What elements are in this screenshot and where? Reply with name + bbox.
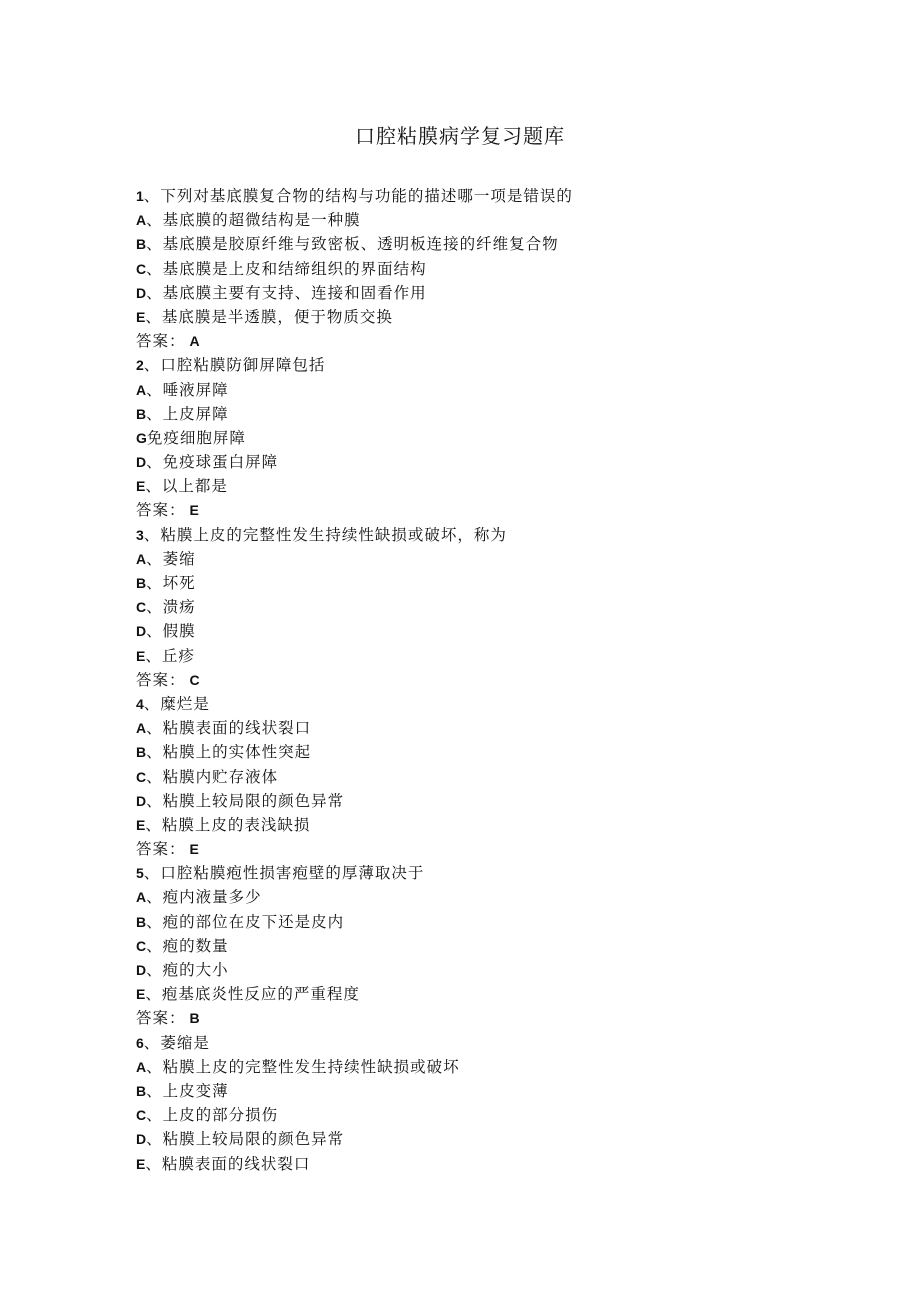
option-text: 免疫球蛋白屏障 (162, 453, 279, 472)
option-separator: 、 (146, 1130, 163, 1149)
option-label: E (136, 1155, 146, 1172)
answer-option (136, 1103, 816, 1127)
question-text: 粘膜上皮的完整性发生持续性缺损或破坏，称为 (160, 525, 507, 544)
option-label: A (136, 550, 147, 567)
option-separator: 、 (145, 307, 162, 326)
option-label: C (136, 599, 147, 616)
option-label: C (136, 937, 147, 954)
option-separator: 、 (146, 404, 163, 423)
answer-option (136, 765, 816, 789)
answer-option (136, 450, 816, 474)
option-separator: 、 (146, 598, 163, 617)
option-label: D (136, 792, 147, 809)
document-title: 口腔粘膜病学复习题库 (355, 124, 565, 148)
option-text: 唾液屏障 (162, 380, 229, 399)
option-text: 粘膜上的实体性突起 (162, 743, 312, 762)
answer-value: B (189, 1010, 201, 1027)
answer-option (136, 281, 816, 305)
option-text: 上皮变薄 (162, 1081, 229, 1100)
option-label: E (136, 478, 146, 495)
answer-option (136, 982, 816, 1006)
option-text: 基底膜主要有支持、连接和固看作用 (162, 283, 427, 302)
option-label: C (136, 1107, 147, 1124)
option-label: E (136, 816, 146, 833)
question-number: 2 (136, 357, 144, 374)
option-text: 基底膜是半透膜，便于物质交换 (161, 307, 393, 326)
option-label: D (136, 454, 147, 471)
option-text: 粘膜上较局限的颜色异常 (162, 791, 345, 810)
option-label: A (136, 212, 147, 229)
question-stem (136, 184, 816, 208)
option-label: A (136, 889, 147, 906)
answer-option (136, 208, 816, 232)
answer-label: 答案： (136, 1009, 186, 1028)
option-text: 粘膜表面的线状裂口 (162, 719, 312, 738)
option-text: 溃疡 (162, 598, 196, 617)
answer-option (136, 305, 816, 329)
option-separator: 、 (146, 1081, 163, 1100)
option-text: 假膜 (162, 622, 196, 641)
answer-value: C (189, 671, 201, 688)
answer-line (136, 329, 816, 353)
answer-option (136, 934, 816, 958)
option-text: 上皮屏障 (162, 404, 229, 423)
option-separator: 、 (146, 574, 163, 592)
question-stem (136, 523, 816, 547)
option-separator: 、 (146, 767, 163, 786)
question-separator: 、 (143, 356, 161, 375)
question-stem (136, 353, 816, 377)
question-separator: 、 (143, 187, 161, 205)
option-text: 坏死 (162, 574, 196, 592)
option-label: E (136, 986, 146, 1003)
answer-value: A (189, 333, 201, 350)
option-text: 粘膜上皮的完整性发生持续性缺损或破坏 (162, 1057, 460, 1076)
answer-option (136, 619, 816, 643)
answer-option (136, 1055, 816, 1079)
option-separator: 、 (146, 453, 163, 472)
answer-value: E (189, 502, 200, 519)
option-separator: 、 (146, 888, 163, 907)
question-text: 口腔粘膜疱性损害疱壁的厚薄取决于 (160, 864, 425, 883)
answer-option (136, 813, 816, 837)
answer-option (136, 885, 816, 909)
option-text: 粘膜表面的线状裂口 (161, 1154, 311, 1173)
option-separator: 、 (145, 646, 162, 665)
option-separator: 、 (146, 622, 163, 641)
answer-option (136, 426, 816, 450)
question-stem (136, 1031, 816, 1055)
option-separator: 、 (146, 719, 163, 738)
answer-label: 答案： (136, 501, 186, 520)
question-separator: 、 (143, 525, 161, 544)
question-block (136, 1031, 816, 1176)
option-label: D (136, 1131, 147, 1148)
option-text: 基底膜的超微结构是一种膜 (162, 211, 361, 230)
question-block (136, 861, 816, 1030)
option-separator: 、 (146, 380, 163, 399)
option-text: 基底膜是上皮和结缔组织的界面结构 (162, 259, 427, 278)
option-label: C (136, 260, 147, 277)
answer-option (136, 474, 816, 498)
answer-option (136, 740, 816, 764)
answer-option (136, 571, 816, 595)
option-separator: 、 (146, 549, 163, 568)
answer-line (136, 498, 816, 522)
option-label: A (136, 381, 147, 398)
question-stem (136, 692, 816, 716)
answer-label: 答案： (136, 840, 186, 859)
option-text: 粘膜上皮的表浅缺损 (161, 815, 311, 834)
option-label: B (136, 744, 147, 761)
option-text: 免疫细胞屏障 (146, 428, 246, 447)
option-separator: 、 (146, 1057, 163, 1076)
answer-line (136, 668, 816, 692)
option-separator: 、 (146, 743, 163, 762)
option-label: B (136, 1082, 147, 1099)
answer-line (136, 837, 816, 861)
question-list (136, 184, 816, 1176)
answer-option (136, 232, 816, 256)
question-block (136, 353, 816, 522)
question-number: 3 (136, 526, 144, 543)
option-separator: 、 (146, 791, 163, 810)
answer-option (136, 1127, 816, 1151)
answer-line (136, 1006, 816, 1030)
answer-option (136, 789, 816, 813)
option-text: 基底膜是胶原纤维与致密板、透明板连接的纤维复合物 (162, 235, 559, 254)
option-separator: 、 (146, 936, 163, 955)
question-separator: 、 (143, 694, 161, 713)
answer-label: 答案： (136, 332, 186, 351)
option-text: 以上都是 (161, 477, 228, 496)
answer-option (136, 644, 816, 668)
answer-option (136, 910, 816, 934)
question-text: 萎缩是 (160, 1033, 210, 1052)
option-text: 疱的大小 (162, 961, 229, 979)
option-label: C (136, 768, 147, 785)
question-number: 6 (136, 1034, 144, 1051)
answer-option (136, 402, 816, 426)
option-separator: 、 (145, 1154, 162, 1173)
option-text: 疱的数量 (162, 936, 229, 955)
question-block (136, 692, 816, 861)
option-label: B (136, 913, 147, 930)
option-label: E (136, 308, 146, 325)
option-label: A (136, 720, 147, 737)
answer-option (136, 958, 816, 982)
answer-option (136, 1152, 816, 1176)
question-stem (136, 861, 816, 885)
option-label: G (136, 429, 147, 446)
question-text: 下列对基底膜复合物的结构与功能的描述哪一项是错误的 (160, 187, 573, 205)
option-label: D (136, 284, 147, 301)
question-block (136, 184, 816, 353)
option-text: 粘膜内贮存液体 (162, 767, 279, 786)
answer-label: 答案： (136, 670, 186, 689)
option-label: D (136, 962, 147, 978)
answer-option (136, 547, 816, 571)
answer-option (136, 378, 816, 402)
option-separator: 、 (146, 211, 163, 230)
option-separator: 、 (146, 912, 163, 931)
question-text: 口腔粘膜防御屏障包括 (160, 356, 326, 375)
answer-option (136, 1079, 816, 1103)
question-text: 糜烂是 (160, 694, 210, 713)
option-separator: 、 (146, 1106, 163, 1125)
option-text: 疱内液量多少 (162, 888, 262, 907)
question-block (136, 523, 816, 692)
answer-option (136, 257, 816, 281)
option-label: B (136, 405, 147, 422)
question-number: 1 (136, 188, 144, 204)
question-number: 5 (136, 865, 144, 882)
option-label: A (136, 1058, 147, 1075)
option-separator: 、 (146, 961, 163, 979)
option-text: 萎缩 (162, 549, 196, 568)
option-text: 疱的部位在皮下还是皮内 (162, 912, 345, 931)
option-text: 疱基底炎性反应的严重程度 (161, 985, 360, 1004)
option-separator: 、 (145, 985, 162, 1004)
option-text: 丘疹 (161, 646, 195, 665)
option-separator: 、 (145, 477, 162, 496)
answer-option (136, 716, 816, 740)
option-label: B (136, 575, 147, 591)
option-label: D (136, 623, 147, 640)
option-separator: 、 (146, 259, 163, 278)
option-separator: 、 (146, 235, 163, 254)
question-separator: 、 (143, 864, 161, 883)
option-separator: 、 (146, 283, 163, 302)
answer-option (136, 595, 816, 619)
question-separator: 、 (143, 1033, 161, 1052)
option-text: 粘膜上较局限的颜色异常 (162, 1130, 345, 1149)
option-separator: 、 (145, 815, 162, 834)
option-label: B (136, 236, 147, 253)
answer-value: E (189, 841, 200, 858)
option-label: E (136, 647, 146, 664)
question-number: 4 (136, 695, 144, 712)
option-text: 上皮的部分损伤 (162, 1106, 279, 1125)
